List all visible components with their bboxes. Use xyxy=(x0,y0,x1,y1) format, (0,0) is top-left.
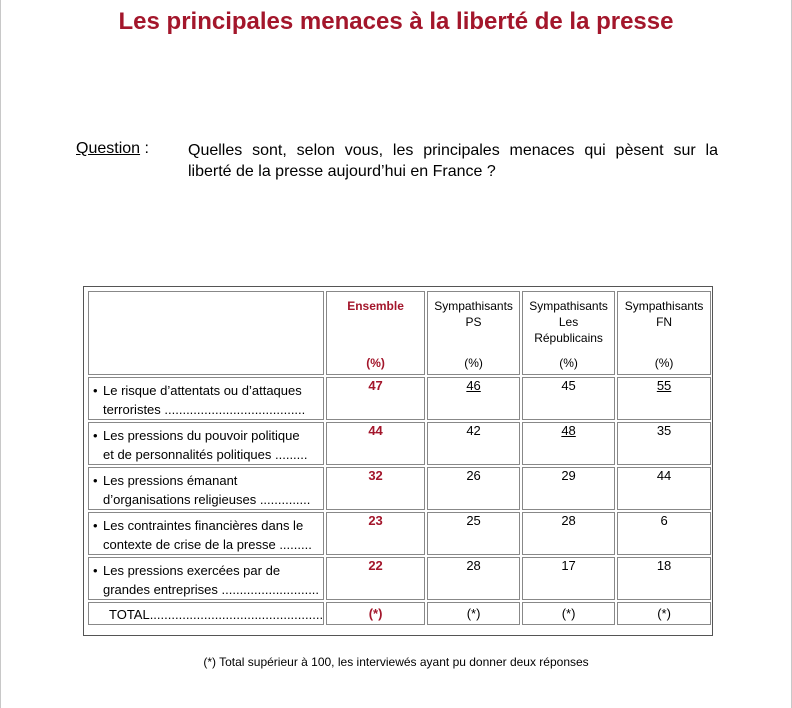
value-fn: 18 xyxy=(617,557,711,600)
table-header-row xyxy=(88,291,711,375)
row-label-cell xyxy=(88,557,324,600)
header-lr-line-1: Sympathisants xyxy=(529,299,608,313)
value-ps: 26 xyxy=(427,467,520,510)
row-label-line-1: Les pressions exercées par de xyxy=(103,563,281,578)
value-fn: 44 xyxy=(617,467,711,510)
header-lr-name xyxy=(523,298,614,346)
header-ps-name xyxy=(428,298,519,330)
header-lr xyxy=(522,291,615,375)
row-label-line-2: terroristes ....................................... xyxy=(103,402,306,417)
header-ps xyxy=(427,291,520,375)
bullet-icon: • xyxy=(93,518,98,533)
header-ps-line-2: PS xyxy=(465,315,482,329)
bullet-icon: • xyxy=(93,473,98,488)
table-row xyxy=(88,467,711,510)
value-ps: 28 xyxy=(427,557,520,600)
value-lr: 17 xyxy=(522,557,615,600)
bullet-icon: • xyxy=(93,563,98,578)
header-lr-line-3: Républicains xyxy=(534,331,603,345)
row-label-cell xyxy=(88,512,324,555)
header-ps-line-1: Sympathisants xyxy=(434,299,513,313)
value-ensemble: 47 xyxy=(326,377,425,420)
footnote: (*) Total supérieur à 100, les interviewés ayant pu donner deux réponses xyxy=(203,655,589,669)
value-fn: 55 xyxy=(617,377,711,420)
header-fn-line-2: FN xyxy=(656,315,673,329)
question-line-1: Quelles sont, selon vous, les principales menaces qui pèsent sur la xyxy=(188,142,718,159)
row-label-line-1: Les contraintes financières dans le xyxy=(103,518,304,533)
total-ps: (*) xyxy=(427,602,520,625)
table-row xyxy=(88,422,711,465)
table-row xyxy=(88,557,711,600)
total-lr: (*) xyxy=(522,602,615,625)
total-label: TOTAL................................................ xyxy=(109,607,324,622)
value-lr: 29 xyxy=(522,467,615,510)
value-fn: 6 xyxy=(617,512,711,555)
total-ensemble: (*) xyxy=(326,602,425,625)
question-line-2: liberté de la presse aujourd’hui en France ? xyxy=(188,163,496,180)
page-title: Les principales menaces à la liberté de la presse xyxy=(118,8,674,35)
question-label xyxy=(76,140,149,158)
page-edge-left xyxy=(0,0,1,708)
value-ensemble: 23 xyxy=(326,512,425,555)
value-ps: 25 xyxy=(427,512,520,555)
header-ensemble-name: Ensemble xyxy=(347,299,404,313)
header-fn-unit: (%) xyxy=(654,356,674,370)
table-row xyxy=(88,512,711,555)
row-label-line-2: d’organisations religieuses .............. xyxy=(103,492,311,507)
header-fn xyxy=(617,291,711,375)
bullet-icon: • xyxy=(93,428,98,443)
results-table xyxy=(86,289,713,627)
row-label-cell xyxy=(88,422,324,465)
row-label-line-1: Le risque d’attentats ou d’attaques xyxy=(103,383,302,398)
row-label-line-2: grandes entreprises ........................... xyxy=(103,582,320,597)
row-label-line-2: et de personnalités politiques ......... xyxy=(103,447,308,462)
value-lr: 48 xyxy=(522,422,615,465)
header-lr-line-2: Les xyxy=(558,315,579,329)
row-label-line-1: Les pressions du pouvoir politique xyxy=(103,428,300,443)
question-separator: : xyxy=(144,140,149,157)
value-ps: 42 xyxy=(427,422,520,465)
value-ensemble: 22 xyxy=(326,557,425,600)
bullet-icon: • xyxy=(93,383,98,398)
header-fn-line-1: Sympathisants xyxy=(624,299,704,313)
total-label-cell xyxy=(88,602,324,625)
total-row xyxy=(88,602,711,625)
header-ps-unit: (%) xyxy=(464,356,483,370)
row-label-line-2: contexte de crise de la presse ......... xyxy=(103,537,312,552)
value-lr: 28 xyxy=(522,512,615,555)
total-fn: (*) xyxy=(617,602,711,625)
header-empty-cell xyxy=(88,291,324,375)
row-label-line-1: Les pressions émanant xyxy=(103,473,238,488)
value-lr: 45 xyxy=(522,377,615,420)
value-fn: 35 xyxy=(617,422,711,465)
question-label-text: Question xyxy=(76,140,141,157)
question-text xyxy=(188,140,718,182)
header-ensemble xyxy=(326,291,425,375)
header-lr-unit: (%) xyxy=(559,356,578,370)
header-ensemble-unit: (%) xyxy=(366,356,385,370)
row-label-cell xyxy=(88,377,324,420)
value-ensemble: 44 xyxy=(326,422,425,465)
row-label-cell xyxy=(88,467,324,510)
table-row xyxy=(88,377,711,420)
value-ensemble: 32 xyxy=(326,467,425,510)
value-ps: 46 xyxy=(427,377,520,420)
header-fn-name xyxy=(618,298,710,330)
